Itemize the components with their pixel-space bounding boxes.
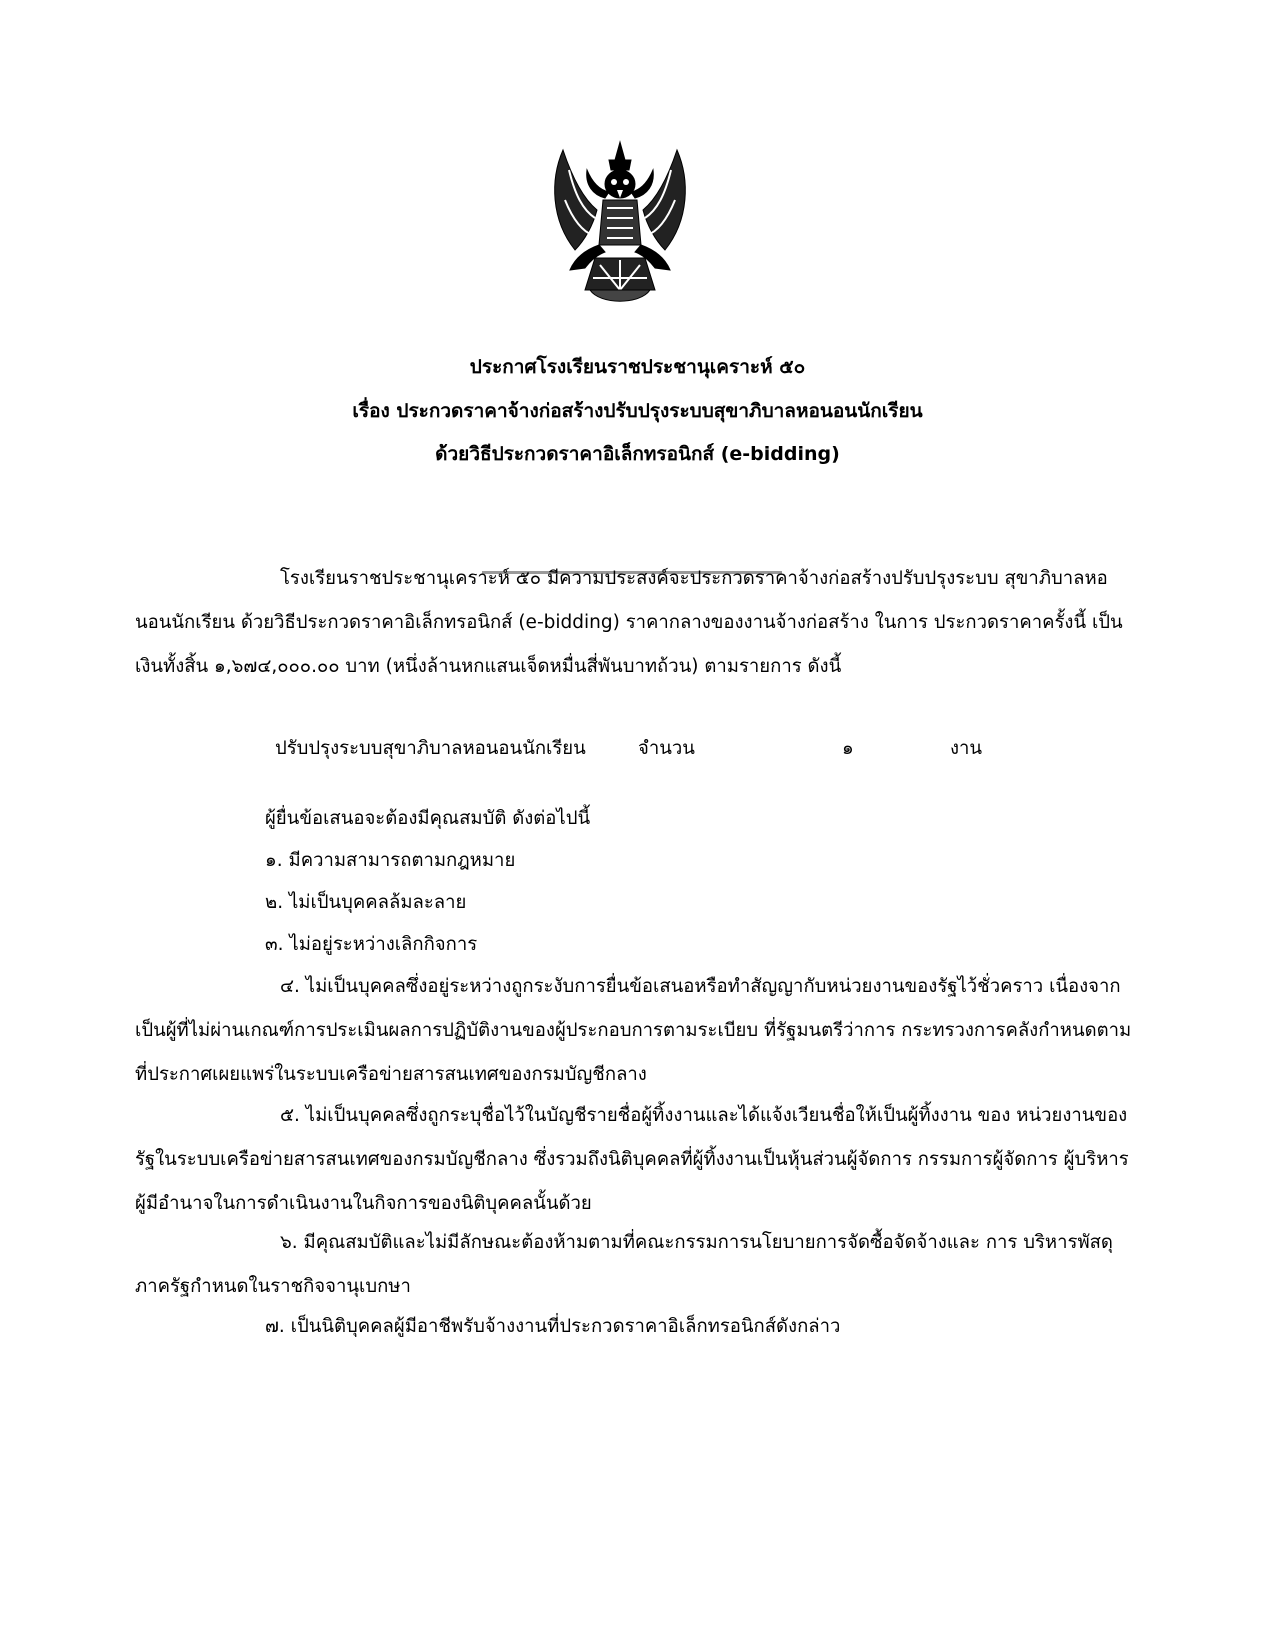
qualification-item: ๓. ไม่อยู่ระหว่างเลิกกิจการ: [265, 934, 478, 955]
qualification-item: ๒. ไม่เป็นบุคคลล้มละลาย: [265, 892, 467, 913]
qualification-item: ๕. ไม่เป็นบุคคลซึ่งถูกระบุชื่อไว้ในบัญชีรายชื่อผู้ทิ้งงานและได้แจ้งเวียนชื่อให้เป็นผู้ทิ้งงาน ของ หน่วยงานของรัฐในระบบเครือข่ายสารสนเทศของกรมบัญชีกลาง ซึ่งรวมถึงนิติบุคคลที่ผู้ทิ้งงานเป็นหุ้นส่วนผู้จัดการ กรรมการผู้จัดการ ผู้บริหาร ผู้มีอำนาจในการดำเนินงานในกิจการของนิติบุคคลนั้นด้วย: [135, 1105, 1129, 1214]
qualification-item: ๗. เป็นนิติบุคคลผู้มีอาชีพรับจ้างงานที่ประกวดราคาอิเล็กทรอนิกส์ดังกล่าว: [265, 1316, 841, 1337]
garuda-emblem-icon: [545, 140, 695, 315]
title-line-3: ด้วยวิธีประกวดราคาอิเล็กทรอนิกส์ (e-bidding): [435, 443, 840, 465]
item-unit: งาน: [950, 738, 983, 759]
item-qty-label: จำนวน: [638, 738, 695, 759]
qualification-item: ๑. มีความสามารถตามกฎหมาย: [265, 850, 516, 871]
qualification-item: ๔. ไม่เป็นบุคคลซึ่งอยู่ระหว่างถูกระงับการยื่นข้อเสนอหรือทำสัญญากับหน่วยงานของรัฐไว้ชั่วคราว เนื่องจากเป็นผู้ที่ไม่ผ่านเกณฑ์การประเมินผลการปฏิบัติงานของผู้ประกอบการตามระเบียบ ที่รัฐมนตรีว่าการ กระทรวงการคลังกำหนดตามที่ประกาศเผยแพร่ในระบบเครือข่ายสารสนเทศของกรมบัญชีกลาง: [135, 976, 1132, 1085]
item-name: ปรับปรุงระบบสุขาภิบาลหอนอนนักเรียน: [275, 738, 586, 759]
qualification-heading: ผู้ยื่นข้อเสนอจะต้องมีคุณสมบัติ ดังต่อไปนี้: [265, 808, 591, 829]
qualification-item: ๖. มีคุณสมบัติและไม่มีลักษณะต้องห้ามตามที่คณะกรรมการนโยบายการจัดซื้อจัดจ้างและ การ บริหารพัสดุภาครัฐกำหนดในราชกิจจานุเบกษา: [135, 1232, 1113, 1297]
item-qty: ๑: [842, 738, 854, 759]
intro-paragraph: โรงเรียนราชประชานุเคราะห์ ๕๐ มีความประสงค์จะประกวดราคาจ้างก่อสร้างปรับปรุงระบบ สุขาภิบาลหอนอนนักเรียน ด้วยวิธีประกวดราคาอิเล็กทรอนิกส์ (e-bidding) ราคากลางของงานจ้างก่อสร้าง ในการ ประกวดราคาครั้งนี้ เป็นเงินทั้งสิ้น ๑,๖๗๔,๐๐๐.๐๐ บาท (หนึ่งล้านหกแสนเจ็ดหมื่นสี่พันบาทถ้วน) ตามรายการ ดังนี้: [135, 568, 1123, 677]
title-line-1: ประกาศโรงเรียนราชประชานุเคราะห์ ๕๐: [469, 356, 806, 378]
title-line-2: เรื่อง ประกวดราคาจ้างก่อสร้างปรับปรุงระบบสุขาภิบาลหอนอนนักเรียน: [352, 400, 923, 422]
